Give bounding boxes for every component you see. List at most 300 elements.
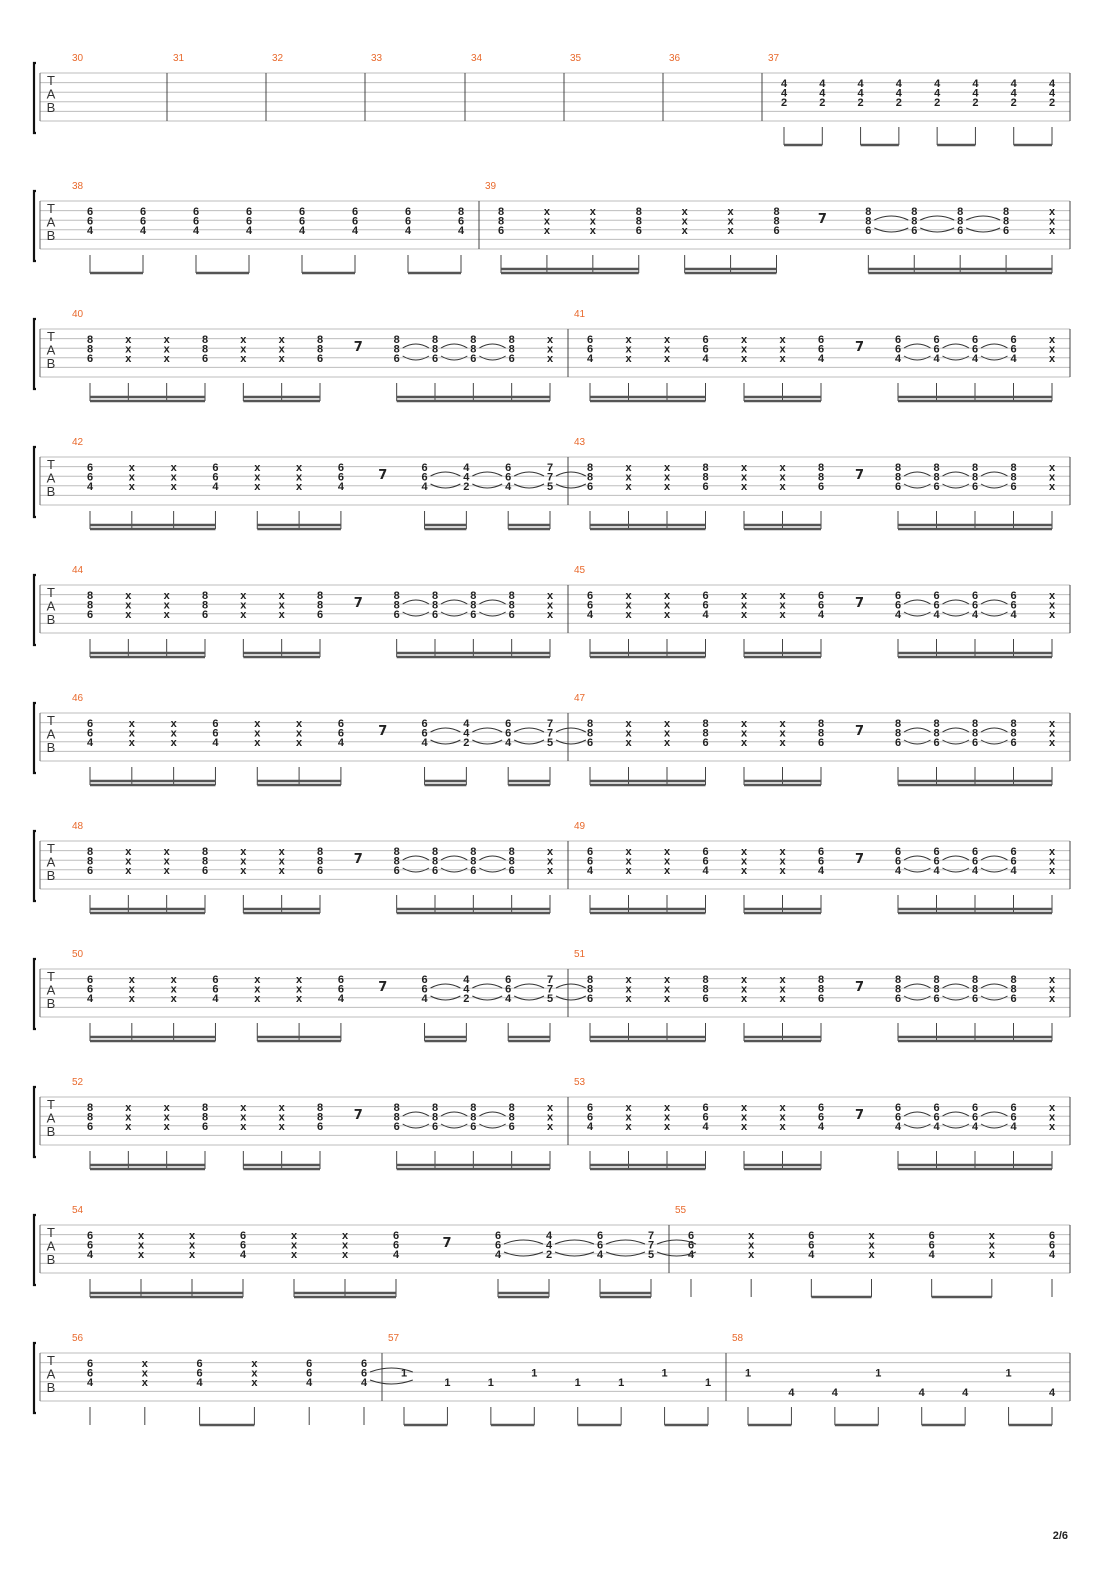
fret-number: 6 (392, 1230, 400, 1242)
dead-note: x (663, 993, 671, 1006)
dead-note: x (128, 993, 135, 1006)
dead-note: x (779, 481, 786, 494)
sixteenth-rest: 7 (854, 724, 865, 739)
tab-clef-letter: A (46, 1366, 56, 1382)
fret-number: 4 (86, 737, 94, 750)
fret-number: 6 (971, 590, 979, 602)
tie-arc (441, 1112, 467, 1116)
fret-number: 8 (702, 718, 709, 730)
dead-note: x (625, 1121, 632, 1134)
fret-number: 4 (933, 609, 940, 622)
fret-number: 8 (508, 1111, 515, 1124)
tab-clef-letter: T (47, 73, 55, 88)
fret-number: 8 (933, 727, 940, 740)
dead-note: x (141, 1358, 148, 1370)
dead-note: x (779, 609, 786, 622)
dead-note: x (740, 993, 748, 1006)
dead-note: x (546, 334, 554, 346)
fret-number: 4 (971, 865, 979, 878)
dead-note: x (779, 462, 786, 474)
fret-number: 6 (933, 1102, 940, 1114)
fret-number: 8 (702, 462, 709, 474)
tab-clef-letter: B (46, 1252, 56, 1267)
fret-number: 8 (508, 855, 515, 868)
dead-note: x (727, 206, 734, 218)
measure (72, 1333, 413, 1425)
staff-bracket (34, 63, 36, 133)
fret-number: 6 (316, 609, 324, 622)
fret-number: 6 (773, 225, 780, 238)
fret-number: 8 (86, 599, 94, 612)
tie-arc (556, 984, 586, 988)
fret-number: 6 (702, 343, 709, 356)
dead-note: x (240, 353, 247, 366)
fret-number: 8 (393, 846, 400, 858)
tie-arc (904, 472, 931, 476)
dead-note: x (296, 471, 303, 484)
dead-note: x (296, 993, 303, 1006)
fret-number: 4 (934, 78, 941, 90)
tab-clef-letter: B (46, 484, 56, 499)
fret-number: 6 (586, 481, 594, 494)
fret-number: 6 (894, 846, 902, 858)
dead-note: x (779, 846, 786, 858)
tab-clef-letter: A (46, 982, 56, 998)
fret-number: 6 (196, 1358, 203, 1370)
dead-note: x (663, 718, 671, 730)
dead-note: x (163, 353, 170, 366)
fret-number: 6 (702, 481, 709, 494)
dead-note: x (278, 1121, 285, 1134)
fret-number: 6 (86, 865, 94, 878)
fret-number: 8 (201, 855, 209, 868)
staff-bracket (34, 1087, 36, 1157)
fret-number: 6 (86, 215, 94, 228)
fret-number: 8 (586, 727, 594, 740)
fret-number: 7 (546, 974, 554, 986)
fret-number: 6 (702, 334, 709, 346)
fret-number: 8 (911, 206, 918, 218)
fret-number: 6 (298, 206, 306, 218)
measure-number: 51 (574, 949, 586, 960)
dead-note: x (278, 1111, 285, 1124)
fret-number: 6 (360, 1367, 368, 1380)
dead-note: x (779, 855, 786, 868)
dead-note: x (740, 855, 748, 868)
fret-number: 8 (971, 974, 979, 986)
dead-note: x (1048, 855, 1056, 868)
measure-number: 41 (574, 309, 586, 320)
measure-number: 32 (272, 53, 284, 64)
fret-number: 8 (431, 855, 439, 868)
fret-number: 4 (895, 78, 902, 90)
dead-note: x (254, 727, 261, 740)
staff-bracket (34, 703, 36, 773)
fret-number: 6 (702, 737, 709, 750)
fret-number: 6 (702, 993, 709, 1006)
dead-note: x (128, 737, 135, 750)
dead-note: x (779, 727, 786, 740)
dead-note: x (278, 353, 285, 366)
fret-number: 8 (702, 471, 709, 484)
dead-note: x (128, 462, 135, 474)
fret-number: 8 (635, 206, 642, 218)
fret-number: 6 (808, 1239, 815, 1252)
dead-note: x (141, 1367, 148, 1380)
tie-arc (904, 344, 931, 348)
measure-number: 52 (72, 1077, 84, 1088)
fret-number: 6 (316, 353, 324, 366)
fret-number: 4 (337, 737, 344, 750)
fret-number: 6 (393, 1121, 400, 1134)
dead-note: x (681, 215, 688, 228)
dead-note: x (240, 343, 247, 356)
dead-note: x (278, 1102, 285, 1114)
fret-number: 6 (421, 983, 428, 996)
dead-note: x (663, 462, 671, 474)
fret-number: 6 (505, 727, 512, 740)
tie-arc (441, 600, 467, 604)
tab-clef-letter: B (46, 100, 56, 115)
dead-note: x (546, 846, 554, 858)
dead-note: x (740, 974, 748, 986)
sixteenth-rest: 7 (442, 1236, 452, 1251)
measure (72, 53, 84, 64)
fret-number: 6 (86, 462, 94, 474)
fret-number: 6 (212, 727, 219, 740)
dead-note: x (779, 343, 786, 356)
dead-note: x (546, 865, 554, 878)
fret-number: 4 (894, 609, 902, 622)
measure-number: 31 (173, 53, 185, 64)
dead-note: x (296, 481, 303, 494)
fret-number: 4 (505, 737, 512, 750)
dead-note: x (240, 334, 247, 346)
dead-note: x (1048, 225, 1056, 238)
fret-number: 6 (817, 846, 825, 858)
tie-arc (904, 600, 931, 604)
fret-number: 4 (702, 1121, 709, 1134)
dead-note: x (278, 590, 285, 602)
dead-note: x (681, 225, 688, 238)
fret-number: 8 (497, 206, 505, 218)
tie-arc (606, 1240, 645, 1244)
fret-number: 6 (687, 1230, 695, 1242)
fret-number: 6 (508, 353, 515, 366)
tab-clef-letter: A (46, 470, 56, 486)
measure-number: 30 (72, 53, 84, 64)
fret-number: 6 (505, 471, 512, 484)
dead-note: x (254, 718, 261, 730)
fret-number: 6 (457, 215, 465, 228)
staff-system (34, 693, 1070, 785)
fret-number: 6 (894, 334, 902, 346)
dead-note: x (663, 353, 671, 366)
fret-number: 6 (86, 974, 94, 986)
tie-arc (943, 1112, 970, 1116)
fret-number: 6 (687, 1239, 695, 1252)
fret-number: 6 (933, 993, 940, 1006)
dead-note: x (240, 1121, 247, 1134)
fret-number: 8 (894, 974, 902, 986)
tab-clef-letter: T (47, 457, 55, 472)
measure-number: 47 (574, 693, 586, 704)
fret-number: 8 (933, 718, 940, 730)
fret-number: 6 (971, 1102, 979, 1114)
fret-number: 6 (351, 206, 359, 218)
dead-note: x (125, 343, 132, 356)
dead-note: x (663, 590, 671, 602)
fret-number: 8 (201, 599, 209, 612)
sixteenth-rest: 7 (854, 852, 865, 867)
tie-arc (514, 472, 544, 476)
dead-note: x (740, 599, 748, 612)
fret-number: 8 (470, 343, 477, 356)
fret-number: 4 (972, 87, 979, 100)
tie-arc (943, 344, 970, 348)
fret-number: 4 (463, 983, 470, 996)
dead-note: x (663, 846, 671, 858)
fret-number: 6 (421, 462, 428, 474)
tab-clef-letter: A (46, 1238, 56, 1254)
fret-number: 6 (702, 599, 709, 612)
dead-note: x (170, 974, 177, 986)
measure (768, 53, 1056, 145)
fret-number: 8 (470, 846, 477, 858)
fret-number: 6 (933, 855, 940, 868)
fret-number: 8 (865, 215, 872, 228)
tab-clef-letter: B (46, 740, 56, 755)
fret-number: 8 (316, 1111, 324, 1124)
fret-number: 4 (817, 865, 825, 878)
staff-bracket (34, 1215, 36, 1285)
fret-number: 6 (586, 334, 594, 346)
fret-number: 8 (817, 727, 825, 740)
fret-number: 8 (1010, 983, 1017, 996)
staff-bracket (34, 959, 36, 1029)
fret-number: 8 (971, 471, 979, 484)
fret-number: 6 (196, 1367, 203, 1380)
dead-note: x (1048, 993, 1056, 1006)
fret-number: 8 (86, 334, 94, 346)
tie-arc (403, 344, 429, 348)
fret-number: 4 (972, 78, 979, 90)
dead-note: x (748, 1239, 755, 1252)
fret-number: 4 (545, 1230, 553, 1242)
fret-number: 8 (316, 599, 324, 612)
fret-number: 8 (971, 462, 979, 474)
dead-note: x (1048, 974, 1056, 986)
fret-number: 6 (894, 599, 902, 612)
dead-note: x (681, 206, 688, 218)
fret-number: 8 (586, 718, 594, 730)
fret-number: 2 (545, 1249, 553, 1262)
fret-number: 6 (505, 718, 512, 730)
fret-number: 8 (201, 343, 209, 356)
tab-clef-letter: B (46, 356, 56, 371)
fret-number: 6 (404, 215, 412, 228)
dead-note: x (740, 718, 748, 730)
measure (570, 53, 582, 64)
fret-number: 2 (819, 97, 826, 110)
tab-clef-letter: T (47, 969, 55, 984)
fret-number: 8 (316, 343, 324, 356)
fret-number: 8 (894, 727, 902, 740)
dead-note: x (779, 471, 786, 484)
fret-number: 4 (894, 353, 902, 366)
fret-number: 4 (351, 225, 359, 238)
fret-number: 6 (1010, 334, 1017, 346)
fret-number: 6 (421, 974, 428, 986)
fret-number: 6 (239, 1239, 247, 1252)
dead-note: x (740, 727, 748, 740)
fret-number: 6 (212, 471, 219, 484)
dead-note: x (290, 1239, 298, 1252)
dead-note: x (663, 1102, 671, 1114)
measure-number: 54 (72, 1205, 84, 1216)
dead-note: x (163, 609, 170, 622)
fret-number: 4 (505, 481, 512, 494)
dead-note: x (125, 1111, 132, 1124)
page-number: 2/6 (1052, 1530, 1068, 1542)
dead-note: x (1048, 1111, 1056, 1124)
fret-number: 2 (934, 97, 941, 110)
dead-note: x (1048, 727, 1056, 740)
fret-number: 4 (857, 87, 864, 100)
dead-note: x (546, 590, 554, 602)
dead-note: x (1048, 737, 1056, 750)
fret-number: 4 (239, 1249, 247, 1262)
dead-note: x (740, 334, 748, 346)
dead-note: x (128, 974, 135, 986)
dead-note: x (663, 481, 671, 494)
fret-number: 6 (431, 353, 439, 366)
measure (471, 53, 483, 64)
fret-number: 6 (192, 215, 200, 228)
fret-number: 6 (508, 609, 515, 622)
fret-number: 8 (497, 215, 505, 228)
dead-note: x (740, 590, 748, 602)
fret-number: 6 (586, 993, 594, 1006)
fret-number: 4 (780, 87, 788, 100)
fret-number: 6 (201, 609, 209, 622)
fret-number: 6 (1003, 225, 1010, 238)
fret-number: 8 (911, 215, 918, 228)
dead-note: x (125, 609, 132, 622)
sixteenth-rest: 7 (353, 340, 363, 355)
dead-note: x (1048, 462, 1056, 474)
dead-note: x (546, 599, 554, 612)
fret-number: 6 (817, 737, 825, 750)
dead-note: x (188, 1230, 196, 1242)
fret-number: 6 (139, 206, 147, 218)
fret-number: 6 (817, 993, 825, 1006)
fret-number: 6 (928, 1230, 935, 1242)
tab-clef-letter: B (46, 1124, 56, 1139)
fret-number: 7 (546, 727, 554, 740)
fret-number: 6 (596, 1239, 604, 1252)
dead-note: x (278, 599, 285, 612)
fret-number: 1 (661, 1367, 668, 1380)
fret-number: 6 (470, 353, 477, 366)
fret-number: 4 (780, 78, 788, 90)
dead-note: x (740, 846, 748, 858)
fret-number: 8 (393, 590, 400, 602)
tab-clef-letter: B (46, 996, 56, 1011)
fret-number: 6 (337, 983, 344, 996)
fret-number: 8 (817, 471, 825, 484)
fret-number: 6 (586, 599, 594, 612)
fret-number: 5 (546, 993, 554, 1006)
fret-number: 8 (971, 727, 979, 740)
tab-clef-letter: B (46, 1380, 56, 1395)
fret-number: 4 (86, 225, 94, 238)
dead-note: x (779, 993, 786, 1006)
tie-arc (981, 856, 1008, 860)
dead-note: x (128, 481, 135, 494)
fret-number: 6 (894, 855, 902, 868)
measure-number: 48 (72, 821, 84, 832)
dead-note: x (727, 215, 734, 228)
fret-number: 6 (201, 353, 209, 366)
fret-number: 8 (508, 334, 515, 346)
fret-number: 8 (201, 1111, 209, 1124)
fret-number: 4 (971, 609, 979, 622)
sixteenth-rest: 7 (378, 724, 388, 739)
dead-note: x (278, 334, 285, 346)
fret-number: 6 (817, 599, 825, 612)
dead-note: x (125, 599, 132, 612)
dead-note: x (141, 1377, 148, 1390)
fret-number: 6 (586, 590, 594, 602)
fret-number: 6 (933, 737, 940, 750)
fret-number: 8 (508, 343, 515, 356)
dead-note: x (625, 334, 632, 346)
measure (272, 53, 284, 64)
fret-number: 6 (1010, 855, 1017, 868)
tie-arc (556, 472, 586, 476)
measure-number: 35 (570, 53, 582, 64)
dead-note: x (296, 718, 303, 730)
fret-number: 6 (894, 590, 902, 602)
measure (574, 437, 1056, 529)
fret-number: 4 (196, 1377, 203, 1390)
dead-note: x (546, 343, 554, 356)
fret-number: 8 (971, 983, 979, 996)
dead-note: x (125, 590, 132, 602)
measure-number: 33 (371, 53, 383, 64)
fret-number: 5 (546, 481, 554, 494)
dead-note: x (290, 1230, 298, 1242)
tab-clef-letter: A (46, 86, 56, 102)
dead-note: x (740, 1102, 748, 1114)
fret-number: 4 (586, 609, 594, 622)
fret-number: 4 (962, 1386, 969, 1399)
fret-number: 8 (1010, 462, 1017, 474)
fret-number: 8 (508, 599, 515, 612)
dead-note: x (251, 1367, 258, 1380)
tie-arc (943, 984, 970, 988)
fret-number: 6 (1048, 1230, 1056, 1242)
fret-number: 6 (808, 1230, 815, 1242)
fret-number: 6 (586, 846, 594, 858)
fret-number: 6 (508, 1121, 515, 1134)
sixteenth-rest: 7 (353, 1108, 363, 1123)
measure (72, 1205, 696, 1297)
fret-number: 6 (86, 1358, 94, 1370)
tie-arc (441, 344, 467, 348)
fret-number: 6 (928, 1239, 935, 1252)
